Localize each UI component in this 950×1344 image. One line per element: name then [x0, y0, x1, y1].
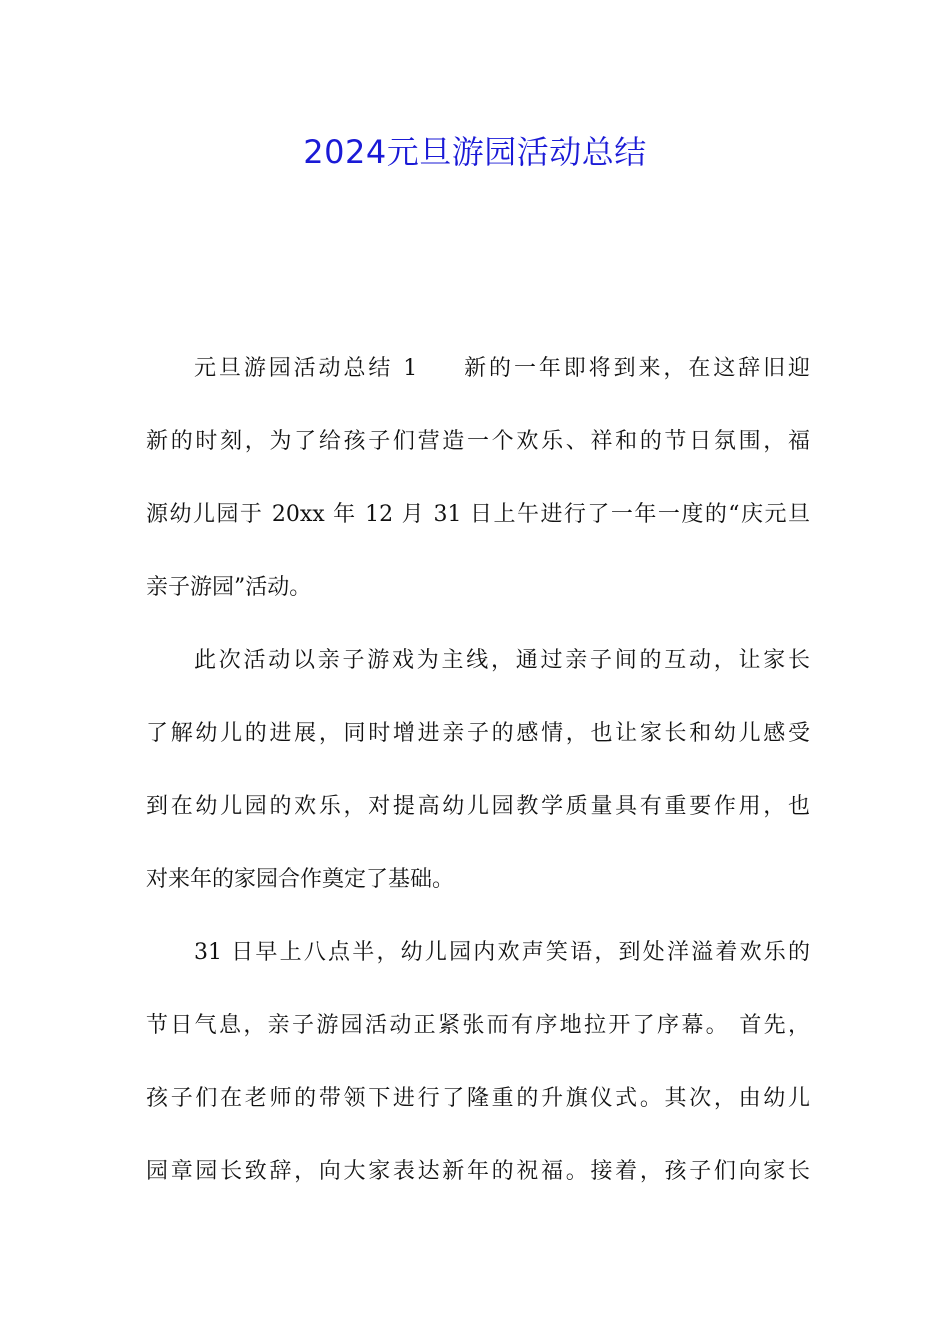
paragraph-text: 新的一年即将到来，在这辞旧迎 — [461, 356, 810, 381]
document-title: 2024元旦游园活动总结 — [303, 133, 647, 171]
paragraph-2-line-3: 到在幼儿园的欢乐，对提高幼儿园教学质量具有重要作用，也 — [146, 794, 810, 819]
paragraph-1-line-1 — [146, 332, 810, 405]
paragraph-2-line-4: 对来年的家园合作奠定了基础。 — [146, 867, 455, 892]
paragraph-2-line-2: 了解幼儿的进展，同时增进亲子的感情，也让家长和幼儿感受 — [146, 721, 810, 746]
paragraph-1-line-4: 亲子游园”活动。 — [146, 575, 312, 600]
paragraph-3-line-2: 节日气息，亲子游园活动正紧张而有序地拉开了序幕。 首先， — [146, 1013, 810, 1038]
section-heading: 元旦游园活动总结 1 — [194, 356, 418, 381]
paragraph-2-line-1: 此次活动以亲子游戏为主线，通过亲子间的互动，让家长 — [194, 648, 810, 673]
paragraph-1-line-2: 新的时刻，为了给孩子们营造一个欢乐、祥和的节日氛围，福 — [146, 429, 810, 454]
document-body — [146, 332, 810, 1208]
paragraph-3-line-1: 31 日早上八点半，幼儿园内欢声笑语，到处洋溢着欢乐的 — [194, 940, 810, 965]
paragraph-3-line-4: 园章园长致辞，向大家表达新年的祝福。接着，孩子们向家长 — [146, 1159, 810, 1184]
paragraph-3-line-3: 孩子们在老师的带领下进行了隆重的升旗仪式。其次，由幼儿 — [146, 1086, 810, 1111]
paragraph-1-line-3: 源幼儿园于 20xx 年 12 月 31 日上午进行了一年一度的“庆元旦 — [146, 502, 810, 527]
